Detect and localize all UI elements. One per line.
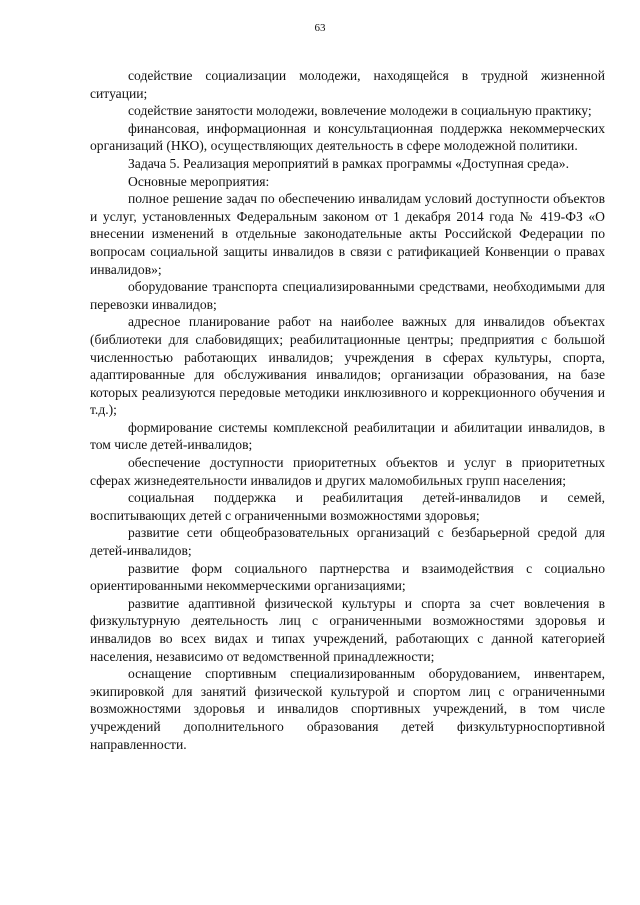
- paragraph-12: развитие сети общеобразовательных организаций с безбарьерной средой для детей-инвалидов;: [90, 525, 605, 559]
- paragraph-13: развитие форм социального партнерства и взаимодействия с социально ориентированными некоммерческими организациями;: [90, 560, 605, 594]
- document-body: [90, 67, 605, 753]
- main-measures-heading: Основные мероприятия:: [128, 173, 270, 189]
- paragraph-10: обеспечение доступности приоритетных объектов и услуг в приоритетных сферах жизнедеятельности инвалидов и других маломобильных групп населения;: [90, 455, 605, 488]
- paragraph-8: адресное планирование работ на наиболее важных для инвалидов объектах (библиотеки для слабовидящих; реабилитационные центры; предприятия с большой численностью работающих инвалидов; учреждения в сферах культуры, спорта, адаптированные для обслуживания инвалидов; организации образования, на базе которых реализуются передовые методики инклюзивного и коррекционного обучения и т.д.);: [90, 314, 605, 418]
- paragraph-3: финансовая, информационная и консультационная поддержка некоммерческих организаций (НКО), осуществляющих деятельность в сфере молодежной политики.: [90, 120, 605, 154]
- paragraph-14: развитие адаптивной физической культуры и спорта за счет вовлечения в физкультурную деятельность лиц с ограниченными возможностями здоровья и инвалидов во всех видах и типах учреждений, работающих с данной категорией населения, независимо от ведомственной принадлежности;: [90, 595, 605, 664]
- paragraph-7: оборудование транспорта специализированными средствами, необходимыми для перевозки инвалидов;: [90, 279, 605, 312]
- task-5-heading: Задача 5. Реализация мероприятий в рамках программы «Доступная среда».: [128, 155, 569, 171]
- paragraph-6: полное решение задач по обеспечению инвалидам условий доступности объектов и услуг, установленных Федеральным законом от 1 декабря 2014 года № 419-ФЗ «О внесении изменений в отдельные законодательные акты Российской Федерации по вопросам социальной защиты инвалидов в связи с ратификацией Конвенции о правах инвалидов»;: [90, 191, 605, 277]
- paragraph-2: содействие занятости молодежи, вовлечение молодежи в социальную практику;: [128, 103, 592, 119]
- paragraph-1: содействие социализации молодежи, находящейся в трудной жизненной ситуации;: [90, 68, 605, 101]
- page-number: 63: [314, 22, 326, 34]
- paragraph-11: социальная поддержка и реабилитация детей-инвалидов и семей, воспитывающих детей с ограниченными возможностями здоровья;: [90, 490, 605, 523]
- paragraph-9: формирование системы комплексной реабилитации и абилитации инвалидов, в том числе детей-инвалидов;: [90, 419, 605, 453]
- paragraph-15: оснащение спортивным специализированным оборудованием, инвентарем, экипировкой для занятий физической культурой и спортом лиц с ограниченными возможностями здоровья и инвалидов спортивных учреждений, в том числе учреждений дополнительного образования детей физкультурноспортивной направленности.: [90, 666, 605, 752]
